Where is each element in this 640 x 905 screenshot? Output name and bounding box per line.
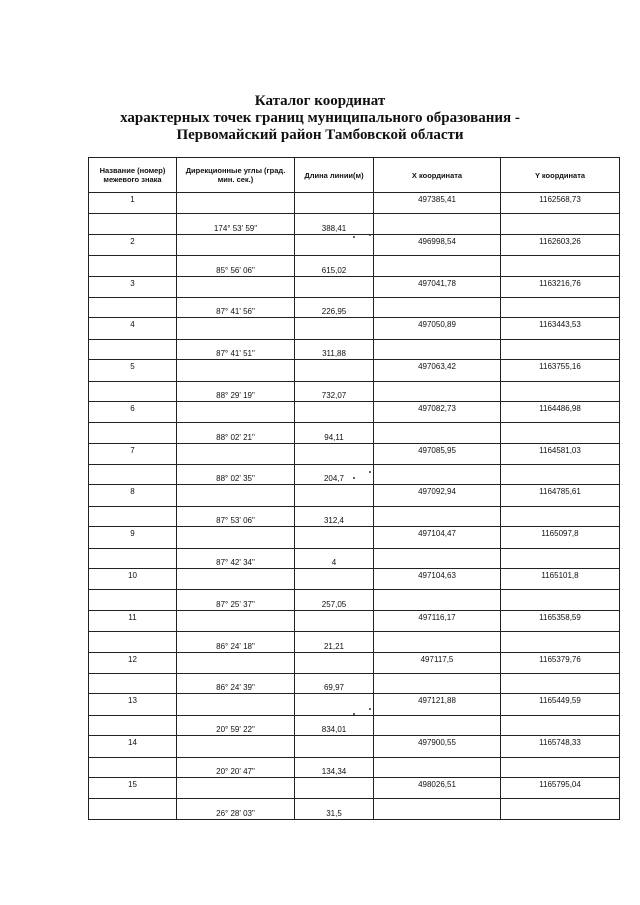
length-cell <box>295 193 374 214</box>
scan-speck <box>353 713 355 715</box>
y-coordinate-cell <box>501 715 620 735</box>
length-cell: 69,97 <box>295 673 374 693</box>
point-name-cell <box>89 506 177 526</box>
table-body <box>89 193 620 820</box>
point-row <box>89 318 620 339</box>
y-coordinate-cell: 1165358,59 <box>501 610 620 631</box>
length-cell: 94,11 <box>295 423 374 443</box>
y-coordinate-cell <box>501 339 620 359</box>
y-coordinate-cell: 1164785,61 <box>501 485 620 506</box>
y-coordinate-cell <box>501 548 620 568</box>
x-coordinate-cell: 497082,73 <box>374 401 501 422</box>
x-coordinate-cell <box>374 297 501 317</box>
y-coordinate-cell: 1165101,8 <box>501 569 620 590</box>
length-cell <box>295 485 374 506</box>
point-row <box>89 527 620 548</box>
header-length: Длина линии(м) <box>295 158 374 193</box>
point-name-cell <box>89 673 177 693</box>
point-name-cell <box>89 256 177 276</box>
length-cell: 204,7 <box>295 465 374 485</box>
x-coordinate-cell <box>374 548 501 568</box>
length-cell: 134,34 <box>295 757 374 777</box>
length-cell: 615,02 <box>295 256 374 276</box>
x-coordinate-cell <box>374 715 501 735</box>
x-coordinate-cell <box>374 632 501 652</box>
angle-cell: 88° 02' 21" <box>177 423 295 443</box>
x-coordinate-cell <box>374 506 501 526</box>
length-cell: 311,88 <box>295 339 374 359</box>
point-name-cell <box>89 715 177 735</box>
length-cell: 4 <box>295 548 374 568</box>
x-coordinate-cell: 497121,88 <box>374 694 501 715</box>
angle-cell <box>177 443 295 464</box>
angle-cell: 87° 42' 34" <box>177 548 295 568</box>
segment-row <box>89 632 620 652</box>
y-coordinate-cell: 1165795,04 <box>501 777 620 798</box>
scan-speck <box>369 708 371 710</box>
segment-row <box>89 465 620 485</box>
point-name-cell: 7 <box>89 443 177 464</box>
scan-speck <box>369 234 371 236</box>
angle-cell <box>177 527 295 548</box>
angle-cell <box>177 485 295 506</box>
angle-cell <box>177 777 295 798</box>
header-name: Название (номер) межевого знака <box>89 158 177 193</box>
y-coordinate-cell <box>501 632 620 652</box>
point-name-cell: 5 <box>89 360 177 381</box>
length-cell: 31,5 <box>295 799 374 819</box>
x-coordinate-cell <box>374 465 501 485</box>
y-coordinate-cell <box>501 757 620 777</box>
y-coordinate-cell: 1164486,98 <box>501 401 620 422</box>
point-name-cell: 12 <box>89 652 177 673</box>
scan-speck <box>353 477 355 479</box>
length-cell <box>295 527 374 548</box>
length-cell: 388,41 <box>295 214 374 234</box>
point-name-cell: 1 <box>89 193 177 214</box>
segment-row <box>89 590 620 610</box>
segment-row <box>89 339 620 359</box>
point-row <box>89 736 620 757</box>
length-cell: 257,05 <box>295 590 374 610</box>
y-coordinate-cell: 1163755,16 <box>501 360 620 381</box>
point-row <box>89 777 620 798</box>
length-cell <box>295 652 374 673</box>
x-coordinate-cell: 497085,95 <box>374 443 501 464</box>
header-x: X координата <box>374 158 501 193</box>
angle-cell <box>177 569 295 590</box>
angle-cell: 87° 41' 56" <box>177 297 295 317</box>
x-coordinate-cell: 497050,89 <box>374 318 501 339</box>
length-cell: 312,4 <box>295 506 374 526</box>
point-row <box>89 569 620 590</box>
x-coordinate-cell <box>374 799 501 819</box>
x-coordinate-cell: 497117,5 <box>374 652 501 673</box>
x-coordinate-cell <box>374 673 501 693</box>
point-name-cell <box>89 339 177 359</box>
point-name-cell <box>89 297 177 317</box>
length-cell <box>295 736 374 757</box>
point-name-cell <box>89 214 177 234</box>
length-cell <box>295 569 374 590</box>
header-angle: Дирекционные углы (град. мин. сек.) <box>177 158 295 193</box>
x-coordinate-cell: 498026,51 <box>374 777 501 798</box>
point-name-cell <box>89 548 177 568</box>
point-row <box>89 652 620 673</box>
length-cell <box>295 610 374 631</box>
x-coordinate-cell <box>374 757 501 777</box>
point-row <box>89 443 620 464</box>
angle-cell <box>177 652 295 673</box>
y-coordinate-cell: 1162568,73 <box>501 193 620 214</box>
angle-cell <box>177 193 295 214</box>
scan-speck <box>353 236 355 238</box>
x-coordinate-cell: 497104,47 <box>374 527 501 548</box>
segment-row <box>89 297 620 317</box>
length-cell: 21,21 <box>295 632 374 652</box>
angle-cell: 88° 29' 19" <box>177 381 295 401</box>
segment-row <box>89 548 620 568</box>
x-coordinate-cell <box>374 256 501 276</box>
angle-cell: 20° 20' 47" <box>177 757 295 777</box>
x-coordinate-cell <box>374 214 501 234</box>
point-name-cell <box>89 632 177 652</box>
y-coordinate-cell <box>501 256 620 276</box>
x-coordinate-cell <box>374 381 501 401</box>
title-line-1: Каталог координат <box>254 93 386 109</box>
y-coordinate-cell: 1164581,03 <box>501 443 620 464</box>
point-name-cell <box>89 799 177 819</box>
y-coordinate-cell: 1165748,33 <box>501 736 620 757</box>
y-coordinate-cell: 1163216,76 <box>501 276 620 297</box>
point-row <box>89 610 620 631</box>
point-row <box>89 401 620 422</box>
angle-cell <box>177 276 295 297</box>
angle-cell: 85° 56' 06" <box>177 256 295 276</box>
title-line-2: характерных точек границ муниципального образования - <box>120 110 520 126</box>
header-y: Y координата <box>501 158 620 193</box>
y-coordinate-cell <box>501 673 620 693</box>
y-coordinate-cell: 1165379,76 <box>501 652 620 673</box>
length-cell <box>295 777 374 798</box>
y-coordinate-cell <box>501 465 620 485</box>
segment-row <box>89 506 620 526</box>
angle-cell: 20° 59' 22" <box>177 715 295 735</box>
length-cell <box>295 443 374 464</box>
x-coordinate-cell: 496998,54 <box>374 234 501 255</box>
angle-cell <box>177 694 295 715</box>
scan-speck <box>369 471 371 473</box>
y-coordinate-cell <box>501 214 620 234</box>
point-row <box>89 193 620 214</box>
angle-cell <box>177 360 295 381</box>
y-coordinate-cell <box>501 799 620 819</box>
x-coordinate-cell: 497104,63 <box>374 569 501 590</box>
point-name-cell <box>89 465 177 485</box>
point-row <box>89 276 620 297</box>
point-name-cell: 10 <box>89 569 177 590</box>
length-cell: 732,07 <box>295 381 374 401</box>
point-row <box>89 360 620 381</box>
x-coordinate-cell <box>374 590 501 610</box>
point-name-cell: 8 <box>89 485 177 506</box>
angle-cell <box>177 234 295 255</box>
y-coordinate-cell: 1165449,59 <box>501 694 620 715</box>
point-name-cell: 9 <box>89 527 177 548</box>
x-coordinate-cell: 497092,94 <box>374 485 501 506</box>
y-coordinate-cell: 1165097,8 <box>501 527 620 548</box>
y-coordinate-cell <box>501 506 620 526</box>
angle-cell: 87° 25' 37" <box>177 590 295 610</box>
length-cell <box>295 276 374 297</box>
point-name-cell: 14 <box>89 736 177 757</box>
angle-cell <box>177 401 295 422</box>
angle-cell <box>177 610 295 631</box>
segment-row <box>89 673 620 693</box>
angle-cell: 174° 53' 59" <box>177 214 295 234</box>
angle-cell <box>177 736 295 757</box>
y-coordinate-cell: 1162603,26 <box>501 234 620 255</box>
segment-row <box>89 256 620 276</box>
angle-cell: 26° 28' 03" <box>177 799 295 819</box>
point-name-cell: 13 <box>89 694 177 715</box>
y-coordinate-cell <box>501 423 620 443</box>
x-coordinate-cell <box>374 423 501 443</box>
point-name-cell <box>89 757 177 777</box>
table-header-row <box>89 158 620 193</box>
point-row <box>89 485 620 506</box>
x-coordinate-cell: 497063,42 <box>374 360 501 381</box>
angle-cell: 86° 24' 18" <box>177 632 295 652</box>
y-coordinate-cell <box>501 590 620 610</box>
x-coordinate-cell: 497385,41 <box>374 193 501 214</box>
length-cell <box>295 318 374 339</box>
angle-cell: 87° 41' 51" <box>177 339 295 359</box>
coordinate-catalog-table <box>88 157 620 820</box>
x-coordinate-cell: 497041,78 <box>374 276 501 297</box>
y-coordinate-cell <box>501 297 620 317</box>
segment-row <box>89 214 620 234</box>
angle-cell: 88° 02' 35" <box>177 465 295 485</box>
segment-row <box>89 799 620 819</box>
angle-cell: 87° 53' 06" <box>177 506 295 526</box>
title-line-3: Первомайский район Тамбовской области <box>176 127 464 143</box>
length-cell: 226,95 <box>295 297 374 317</box>
x-coordinate-cell: 497900,55 <box>374 736 501 757</box>
point-name-cell <box>89 590 177 610</box>
point-name-cell: 6 <box>89 401 177 422</box>
point-name-cell: 15 <box>89 777 177 798</box>
angle-cell: 86° 24' 39" <box>177 673 295 693</box>
length-cell <box>295 694 374 715</box>
y-coordinate-cell: 1163443,53 <box>501 318 620 339</box>
length-cell <box>295 234 374 255</box>
y-coordinate-cell <box>501 381 620 401</box>
x-coordinate-cell: 497116,17 <box>374 610 501 631</box>
length-cell <box>295 360 374 381</box>
point-name-cell: 3 <box>89 276 177 297</box>
point-name-cell <box>89 381 177 401</box>
point-name-cell <box>89 423 177 443</box>
length-cell <box>295 401 374 422</box>
point-name-cell: 11 <box>89 610 177 631</box>
length-cell: 834,01 <box>295 715 374 735</box>
point-name-cell: 4 <box>89 318 177 339</box>
segment-row <box>89 381 620 401</box>
angle-cell <box>177 318 295 339</box>
segment-row <box>89 757 620 777</box>
segment-row <box>89 715 620 735</box>
segment-row <box>89 423 620 443</box>
point-name-cell: 2 <box>89 234 177 255</box>
x-coordinate-cell <box>374 339 501 359</box>
